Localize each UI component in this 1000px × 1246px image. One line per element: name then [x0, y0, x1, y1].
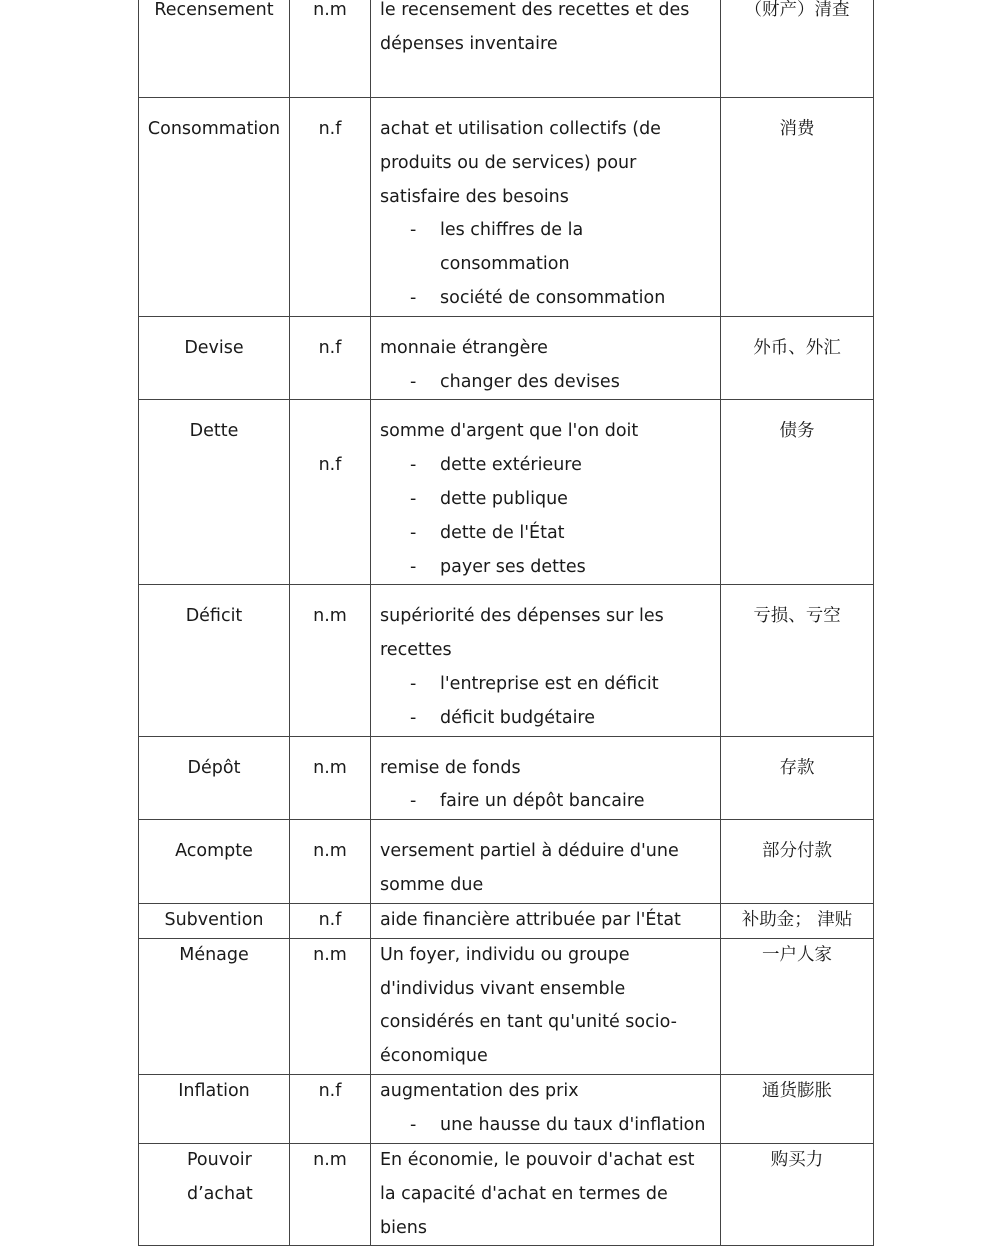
table-row	[139, 1143, 874, 1245]
example-list	[380, 668, 714, 736]
example-item	[380, 785, 714, 819]
gender-text: n.f	[318, 909, 342, 930]
example-item	[380, 668, 714, 702]
table-row	[139, 903, 874, 938]
gender-cell	[290, 316, 371, 400]
example-item	[380, 1109, 714, 1143]
definition-text: monnaie étrangère	[380, 337, 548, 358]
term-text: Recensement	[154, 0, 274, 20]
term-text: Devise	[184, 337, 244, 358]
chinese-text: （财产）清查	[744, 0, 850, 20]
gender-text: n.f	[318, 119, 342, 139]
example-list	[380, 366, 714, 400]
example-text: faire un dépôt bancaire	[440, 791, 645, 812]
term-text: Ménage	[179, 944, 249, 965]
example-item	[380, 282, 714, 316]
table-row	[139, 400, 874, 585]
example-item	[380, 702, 714, 736]
definition-text: augmentation des prix	[380, 1080, 579, 1101]
example-item	[380, 517, 714, 551]
definition-text: supériorité des dépenses sur les recettes	[380, 606, 664, 661]
dash-bullet: -	[410, 522, 417, 543]
example-item	[380, 214, 714, 282]
gender-text: n.m	[313, 944, 347, 965]
chinese-text: 补助金； 津贴	[741, 909, 853, 930]
gender-cell	[290, 736, 371, 820]
chinese-text: 外币、外汇	[753, 337, 841, 358]
gender-text: n.m	[313, 757, 347, 778]
example-text: déficit budgétaire	[440, 707, 596, 728]
table-row	[139, 820, 874, 904]
dash-bullet: -	[410, 220, 417, 241]
gender-cell	[290, 400, 371, 585]
chinese-cell	[721, 1074, 874, 1143]
example-text: payer ses dettes	[440, 556, 586, 577]
gender-cell	[290, 820, 371, 904]
table-row	[139, 316, 874, 400]
definition-cell	[371, 400, 721, 585]
definition-cell	[371, 736, 721, 820]
term-cell	[139, 0, 290, 98]
example-list	[380, 449, 714, 584]
definition-text: somme d'argent que l'on doit	[380, 421, 639, 442]
chinese-text: 消费	[779, 119, 815, 139]
chinese-cell	[721, 400, 874, 585]
example-text: dette extérieure	[440, 455, 582, 476]
table-row	[139, 98, 874, 317]
chinese-cell	[721, 316, 874, 400]
gender-text: n.m	[313, 841, 347, 862]
table-row	[139, 585, 874, 736]
definition-text: remise de fonds	[380, 757, 521, 778]
term-cell	[139, 938, 290, 1074]
example-item	[380, 551, 714, 585]
example-text: changer des devises	[440, 371, 620, 392]
gender-text: n.m	[313, 1149, 347, 1170]
term-text: Consommation	[147, 119, 281, 139]
example-list	[380, 1109, 714, 1143]
term-text: Dépôt	[187, 757, 241, 778]
term-cell	[139, 903, 290, 938]
table-row	[139, 736, 874, 820]
term-text: Subvention	[164, 909, 264, 930]
gender-text: n.f	[318, 337, 342, 358]
example-text: les chiffres de la consommation	[440, 220, 584, 275]
gender-text: n.f	[318, 1080, 342, 1101]
term-cell	[139, 400, 290, 585]
definition-text: achat et utilisation collectifs (de produits ou de services) pour satisfaire des besoins	[380, 119, 661, 207]
chinese-text: 部分付款	[762, 841, 832, 862]
example-text: société de consommation	[440, 287, 666, 308]
definition-cell	[371, 316, 721, 400]
definition-cell	[371, 820, 721, 904]
definition-text: Un foyer, individu ou groupe d'individus vivant ensemble considérés en tant qu'unité socio-économique	[380, 944, 677, 1067]
chinese-cell	[721, 0, 874, 98]
definition-cell	[371, 0, 721, 98]
gender-cell	[290, 0, 371, 98]
gender-text: n.f	[318, 455, 342, 476]
dash-bullet: -	[410, 371, 417, 392]
term-cell	[139, 98, 290, 317]
chinese-text: 一户人家	[762, 944, 832, 965]
chinese-text: 亏损、亏空	[753, 606, 841, 627]
chinese-cell	[721, 585, 874, 736]
gender-cell	[290, 938, 371, 1074]
definition-cell	[371, 98, 721, 317]
dash-bullet: -	[410, 488, 417, 509]
term-text: Déficit	[185, 606, 243, 627]
definition-cell	[371, 1143, 721, 1245]
gender-cell	[290, 98, 371, 317]
term-cell	[139, 820, 290, 904]
chinese-cell	[721, 1143, 874, 1245]
gender-cell	[290, 903, 371, 938]
gender-cell	[290, 1143, 371, 1245]
definition-text: le recensement des recettes et des dépenses inventaire	[380, 0, 690, 54]
term-text: Pouvoir d’achat	[187, 1149, 253, 1204]
term-cell	[139, 1074, 290, 1143]
table-row	[139, 0, 874, 98]
dash-bullet: -	[410, 1114, 417, 1135]
example-text: l'entreprise est en déficit	[440, 673, 659, 694]
dash-bullet: -	[410, 287, 417, 308]
chinese-cell	[721, 736, 874, 820]
chinese-cell	[721, 938, 874, 1074]
definition-text: aide financière attribuée par l'État	[380, 909, 681, 930]
term-cell	[139, 1143, 290, 1245]
example-item	[380, 449, 714, 483]
gender-cell	[290, 585, 371, 736]
definition-cell	[371, 1074, 721, 1143]
dash-bullet: -	[410, 707, 417, 728]
definition-cell	[371, 585, 721, 736]
example-item	[380, 366, 714, 400]
term-text: Dette	[189, 421, 239, 442]
chinese-cell	[721, 903, 874, 938]
chinese-text: 通货膨胀	[762, 1080, 832, 1101]
gender-text: n.m	[313, 0, 347, 20]
term-cell	[139, 736, 290, 820]
definition-cell	[371, 938, 721, 1074]
chinese-cell	[721, 98, 874, 317]
gender-text: n.m	[313, 606, 347, 627]
definition-text: versement partiel à déduire d'une somme due	[380, 841, 679, 895]
term-text: Acompte	[175, 841, 253, 862]
chinese-text: 购买力	[770, 1149, 824, 1170]
term-cell	[139, 585, 290, 736]
example-list	[380, 785, 714, 819]
definition-text: En économie, le pouvoir d'achat est la capacité d'achat en termes de biens	[380, 1149, 695, 1238]
gender-cell	[290, 1074, 371, 1143]
table-row	[139, 1074, 874, 1143]
chinese-cell	[721, 820, 874, 904]
chinese-text: 债务	[779, 421, 815, 442]
example-list	[380, 214, 714, 315]
glossary-table	[138, 0, 874, 1246]
chinese-text: 存款	[779, 757, 815, 778]
dash-bullet: -	[410, 455, 417, 476]
example-text: dette de l'État	[440, 522, 565, 543]
dash-bullet: -	[410, 673, 417, 694]
dash-bullet: -	[410, 556, 417, 577]
table-row	[139, 938, 874, 1074]
example-text: une hausse du taux d'inflation	[440, 1114, 706, 1135]
example-text: dette publique	[440, 488, 568, 509]
example-item	[380, 483, 714, 517]
dash-bullet: -	[410, 791, 417, 812]
term-text: Inflation	[178, 1080, 250, 1101]
definition-cell	[371, 903, 721, 938]
term-cell	[139, 316, 290, 400]
